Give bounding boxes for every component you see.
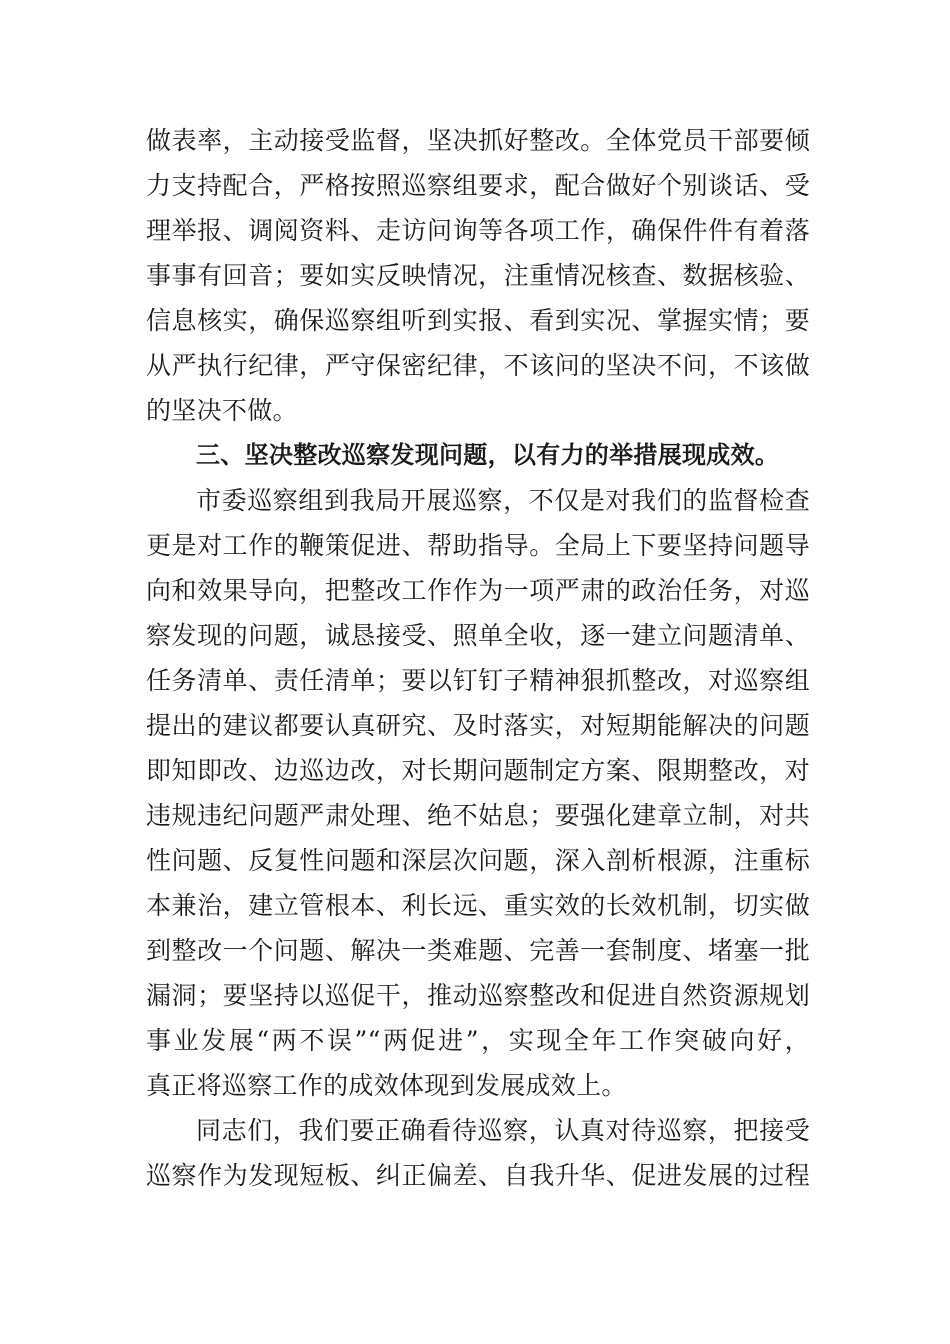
paragraph-line: 察发现的问题，诚恳接受、照单全收，逐一建立问题清单、 <box>146 621 810 650</box>
paragraph-line: 任务清单、责任清单；要以钉钉子精神狠抓整改，对巡察组 <box>146 666 810 695</box>
paragraph-line: 真正将巡察工作的成效体现到发展成效上。 <box>146 1071 627 1100</box>
paragraph-line: 性问题、反复性问题和深层次问题，深入剖析根源，注重标 <box>146 846 810 875</box>
paragraph-line: 同志们，我们要正确看待巡察，认真对待巡察，把接受 <box>196 1116 810 1145</box>
paragraph-line: 巡察作为发现短板、纠正偏差、自我升华、促进发展的过程 <box>146 1161 810 1190</box>
paragraph-1 <box>146 118 810 433</box>
paragraph-line: 做表率，主动接受监督，坚决抓好整改。全体党员干部要倾 <box>146 126 810 155</box>
paragraph-line: 信息核实，确保巡察组听到实报、看到实况、掌握实情；要 <box>146 306 810 335</box>
paragraph-line: 违规违纪问题严肃处理、绝不姑息；要强化建章立制，对共 <box>146 801 810 830</box>
paragraph-2 <box>146 478 810 1108</box>
paragraph-line: 即知即改、边巡边改，对长期问题制定方案、限期整改，对 <box>146 756 810 785</box>
paragraph-line: 本兼治，建立管根本、利长远、重实效的长效机制，切实做 <box>146 891 810 920</box>
paragraph-line: 事事有回音；要如实反映情况，注重情况核查、数据核验、 <box>146 261 810 290</box>
section-heading-text: 三、坚决整改巡察发现问题，以有力的举措展现成效。 <box>196 441 780 469</box>
paragraph-line: 更是对工作的鞭策促进、帮助指导。全局上下要坚持问题导 <box>146 531 810 560</box>
paragraph-line: 到整改一个问题、解决一类难题、完善一套制度、堵塞一批 <box>146 936 810 965</box>
paragraph-3 <box>146 1108 810 1198</box>
paragraph-line: 的坚决不做。 <box>146 396 298 425</box>
section-heading-3 <box>146 433 810 478</box>
paragraph-line: 提出的建议都要认真研究、及时落实，对短期能解决的问题 <box>146 711 810 740</box>
paragraph-line: 漏洞；要坚持以巡促干，推动巡察整改和促进自然资源规划 <box>146 981 810 1010</box>
paragraph-line: 力支持配合，严格按照巡察组要求，配合做好个别谈话、受 <box>146 171 810 200</box>
paragraph-line: 向和效果导向，把整改工作作为一项严肃的政治任务，对巡 <box>146 576 810 605</box>
paragraph-line: 市委巡察组到我局开展巡察，不仅是对我们的监督检查 <box>196 486 810 515</box>
paragraph-line: 事业发展“两不误”“两促进”，实现全年工作突破向好， <box>146 1026 810 1055</box>
paragraph-line: 理举报、调阅资料、走访问询等各项工作，确保件件有着落 <box>146 216 810 245</box>
paragraph-line: 从严执行纪律，严守保密纪律，不该问的坚决不问，不该做 <box>146 351 810 380</box>
